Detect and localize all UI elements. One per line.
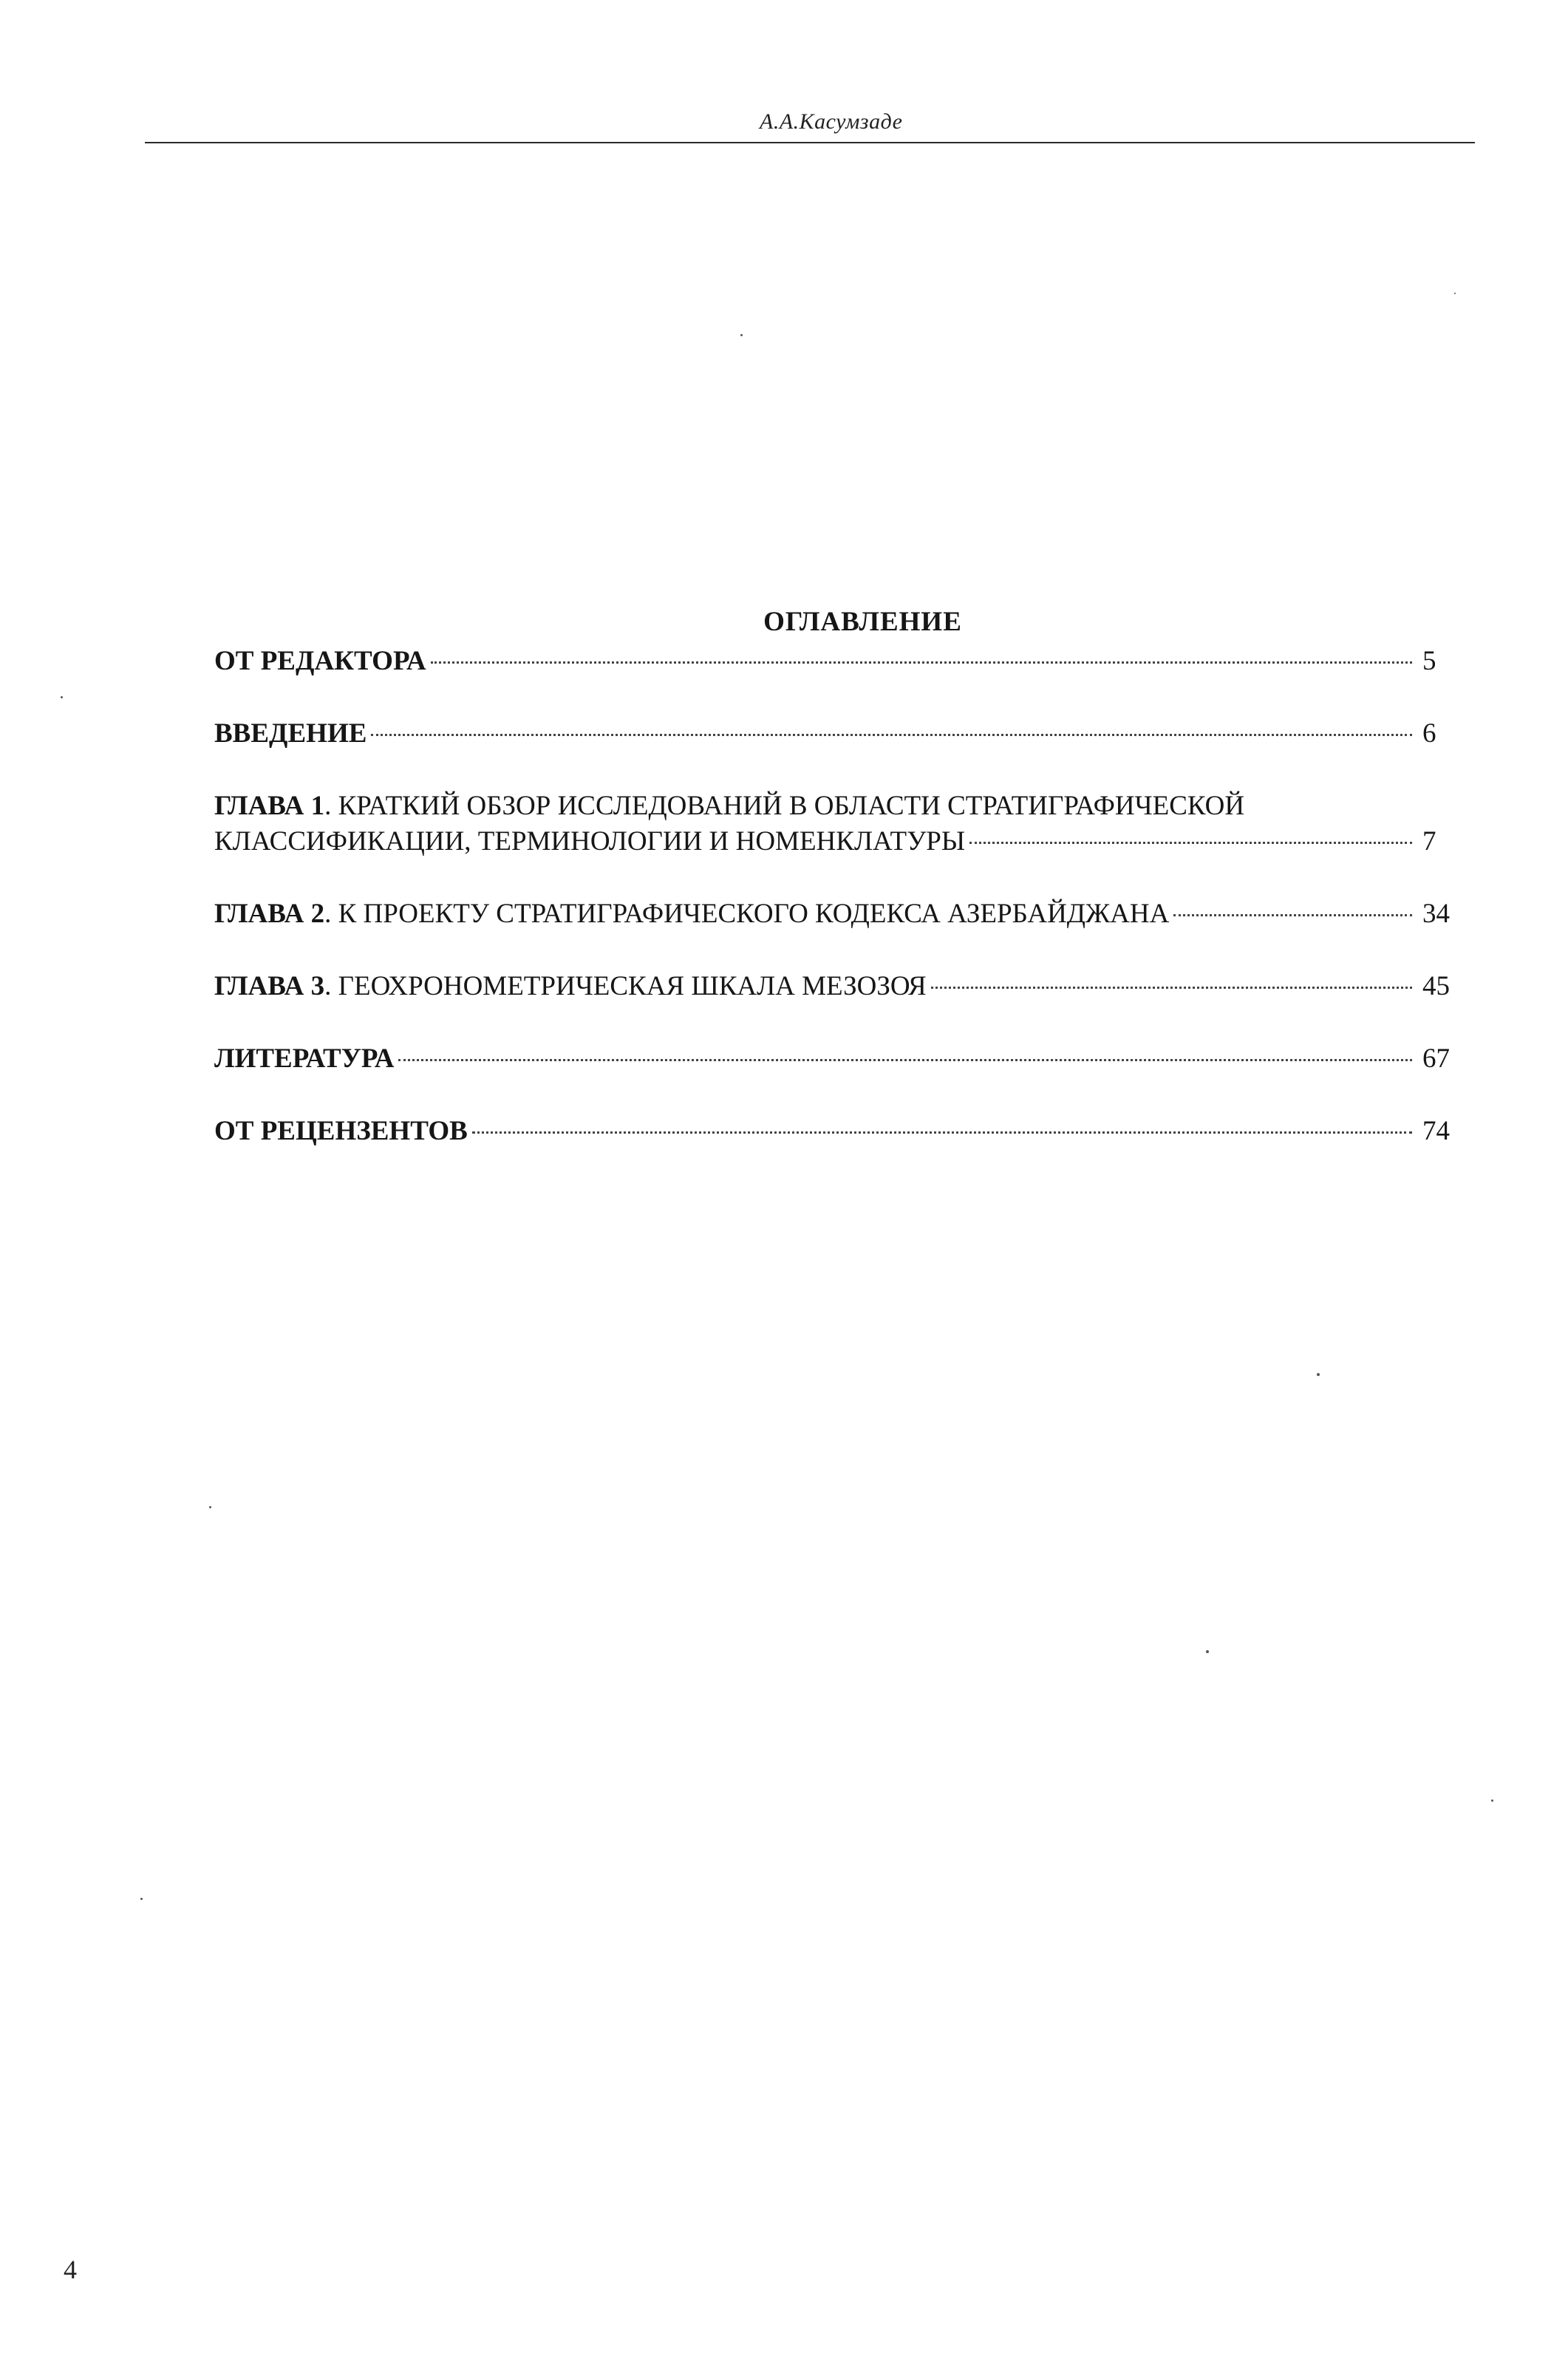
dot-leader: [431, 661, 1412, 664]
toc-entry-title: ВВЕДЕНИЕ: [214, 718, 367, 749]
toc-entry-from-reviewers[interactable]: [214, 1114, 1467, 1149]
running-header: [145, 109, 1475, 148]
header-author: А.А.Касумзаде: [760, 109, 903, 134]
toc-entry-subtitle: . ГЕОХРОНОМЕТРИЧЕСКАЯ ШКАЛА МЕЗОЗОЯ: [324, 971, 927, 1001]
toc-page-number: 34: [1422, 899, 1450, 929]
dot-leader: [931, 987, 1412, 989]
toc-entry-title: ГЛАВА 3: [214, 971, 325, 1001]
toc-page-number: 67: [1422, 1043, 1450, 1074]
toc-entry-chapter-2[interactable]: [214, 896, 1467, 932]
toc-entry-chapter-3[interactable]: [214, 969, 1467, 1004]
scan-speck: [1317, 1373, 1320, 1376]
header-rule: [145, 142, 1475, 143]
scan-speck: [209, 1506, 211, 1508]
page-number: 4: [64, 2255, 77, 2284]
scan-speck: [140, 1898, 143, 1900]
dot-leader: [371, 734, 1412, 736]
toc-page-number: 7: [1422, 826, 1436, 857]
toc-entry-subtitle: . КРАТКИЙ ОБЗОР ИССЛЕДОВАНИЙ В ОБЛАСТИ СТРАТИГРАФИЧЕСКОЙ: [324, 791, 1245, 821]
scan-speck: [740, 334, 743, 336]
toc-entry-title: ГЛАВА 2: [214, 899, 325, 929]
toc-page-number: 45: [1422, 971, 1450, 1001]
toc-page-number: 5: [1422, 646, 1436, 676]
toc-title: ОГЛАВЛЕНИЕ: [763, 607, 962, 637]
toc-page-number: 74: [1422, 1116, 1450, 1146]
dot-leader: [1173, 914, 1412, 916]
toc-entry-introduction[interactable]: [214, 716, 1467, 752]
toc-entry-title: ГЛАВА 1: [214, 791, 325, 821]
scan-speck: [1206, 1650, 1209, 1653]
toc-entry-subtitle: . К ПРОЕКТУ СТРАТИГРАФИЧЕСКОГО КОДЕКСА АЗЕРБАЙДЖАНА: [324, 899, 1170, 929]
toc-entry-from-editor[interactable]: [214, 644, 1467, 679]
toc-entry-title: ОТ РЕЦЕНЗЕНТОВ: [214, 1116, 468, 1146]
scan-speck: [61, 696, 63, 698]
toc-entry-literature[interactable]: [214, 1041, 1467, 1077]
dot-leader: [472, 1131, 1412, 1134]
scan-speck: [1491, 1799, 1493, 1802]
scan-speck: [1454, 293, 1456, 294]
toc-entry-title: ЛИТЕРАТУРА: [214, 1043, 395, 1074]
toc-entry-title: ОТ РЕДАКТОРА: [214, 646, 426, 676]
table-of-contents: [214, 606, 1467, 1186]
dot-leader: [398, 1059, 1412, 1061]
toc-page-number: 6: [1422, 718, 1436, 749]
toc-entry-chapter-1[interactable]: [214, 789, 1467, 859]
dot-leader: [969, 842, 1412, 844]
toc-entry-subtitle-line2: КЛАССИФИКАЦИИ, ТЕРМИНОЛОГИИ И НОМЕНКЛАТУРЫ: [214, 826, 966, 857]
